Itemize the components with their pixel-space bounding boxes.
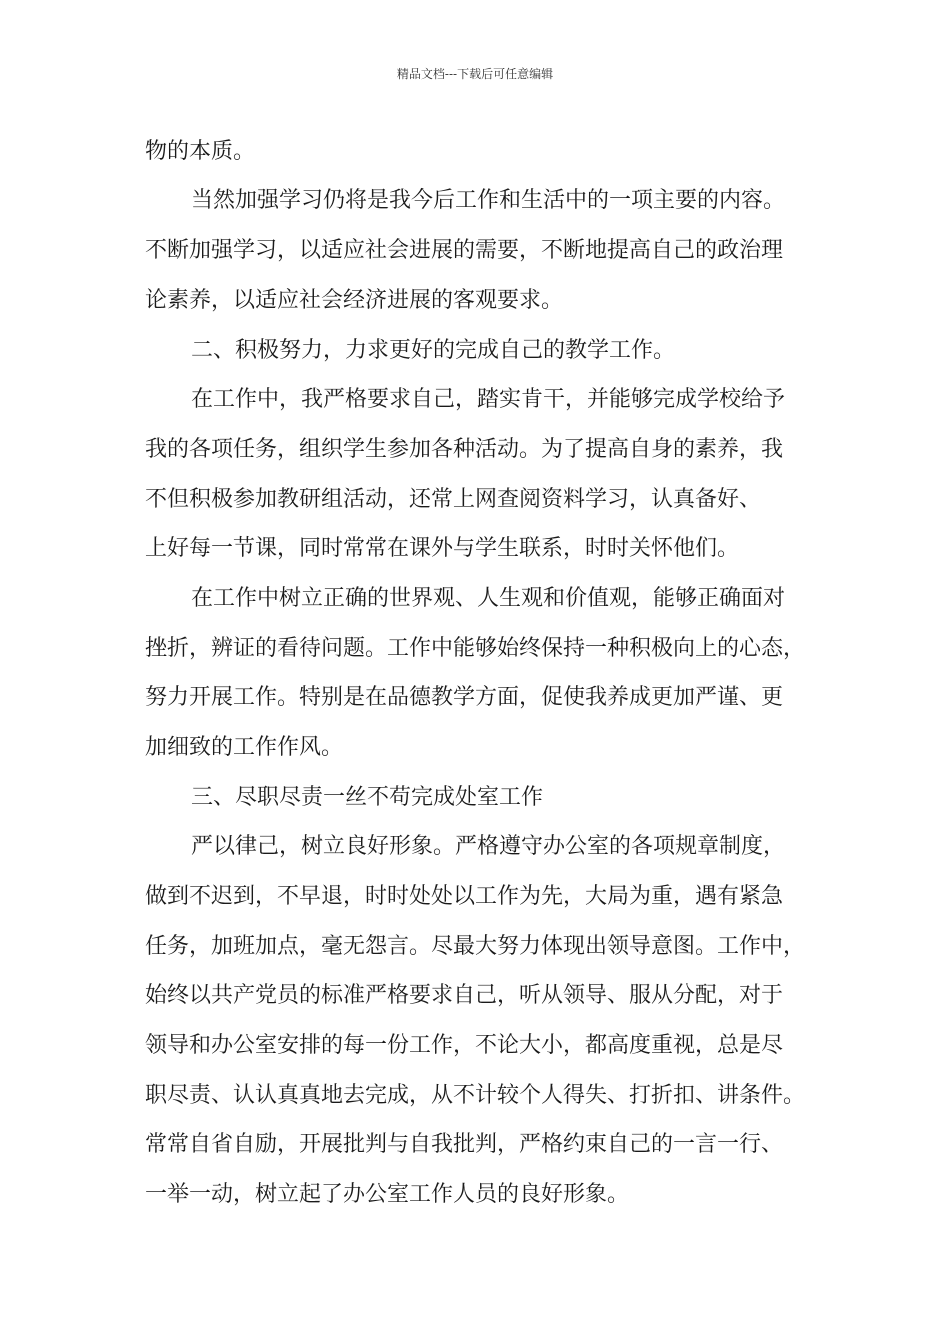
text-line: 领导和办公室安排的每一份工作，不论大小，都高度重视，总是尽 [145,1033,784,1058]
section-heading: 二、积极努力，力求更好的完成自己的教学工作。 [191,338,676,363]
text-line: 努力开展工作。特别是在品德教学方面，促使我养成更加严谨、更 [145,685,784,710]
text-line: 当然加强学习仍将是我今后工作和生活中的一项主要的内容。 [191,188,786,213]
text-line: 我的各项任务，组织学生参加各种活动。为了提高自身的素养，我 [145,437,784,462]
text-line: 上好每一节课，同时常常在课外与学生联系，时时关怀他们。 [145,536,740,561]
text-line: 做到不迟到，不早退，时时处处以工作为先，大局为重，遇有紧急 [145,884,784,909]
text-line: 始终以共产党员的标准严格要求自己，听从领导、服从分配，对于 [145,983,784,1008]
text-line: 加细致的工作作风。 [145,735,344,760]
text-line: 常常自省自励，开展批判与自我批判，严格约束自己的一言一行、 [145,1132,784,1157]
text-line: 在工作中树立正确的世界观、人生观和价值观，能够正确面对 [191,586,786,611]
text-line: 职尽责、认认真真地去完成，从不计较个人得失、打折扣、讲条件。 [145,1083,806,1108]
text-line: 一举一动，树立起了办公室工作人员的良好形象。 [145,1182,630,1207]
text-line: 不断加强学习，以适应社会进展的需要，不断地提高自己的政治理 [145,238,784,263]
text-line: 论素养，以适应社会经济进展的客观要求。 [145,288,564,313]
text-line: 严以律己，树立良好形象。严格遵守办公室的各项规章制度， [191,834,786,859]
page-header: 精品文档---下载后可任意编辑 [396,67,554,81]
text-line: 挫折，辨证的看待问题。工作中能够始终保持一种积极向上的心态， [145,636,806,661]
text-line: 在工作中，我严格要求自己，踏实肯干，并能够完成学校给予 [191,387,786,412]
text-line: 物的本质。 [145,139,256,164]
text-line: 不但积极参加教研组活动，还常上网查阅资料学习，认真备好、 [145,487,762,512]
text-line: 任务，加班加点，毫无怨言。尽最大努力体现出领导意图。工作中， [145,934,806,959]
section-heading: 三、尽职尽责一丝不苟完成处室工作 [191,785,544,810]
